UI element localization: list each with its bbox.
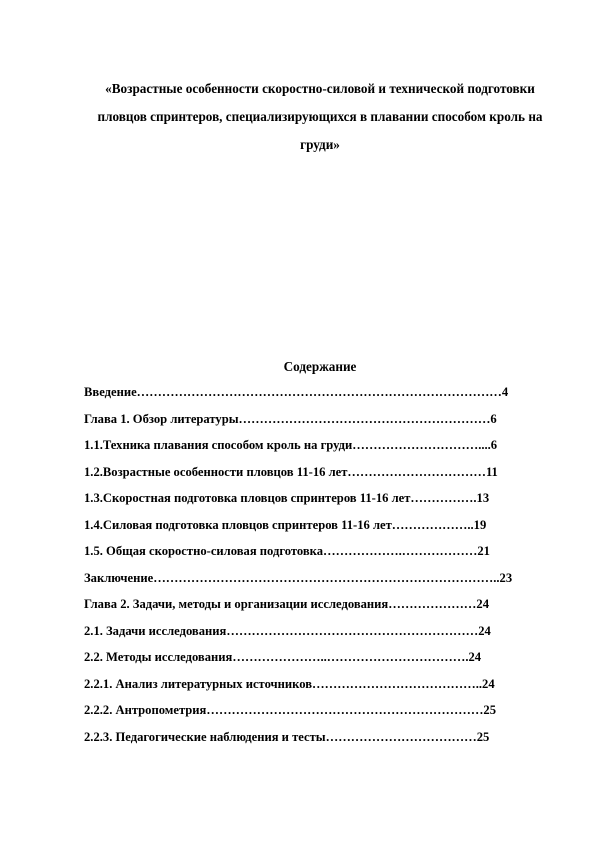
table-of-contents <box>84 383 564 754</box>
toc-entry-1-4: 1.4.Силовая подготовка пловцов спринтеров 11-16 лет………………..19 <box>84 517 487 532</box>
toc-entry-2-1: 2.1. Задачи исследования……………………………………………………24 <box>84 623 491 638</box>
toc-entry-1-5: 1.5. Общая скоростно-силовая подготовка……………….………………21 <box>84 544 490 558</box>
toc-heading: Содержание <box>283 359 357 374</box>
toc-entry-1-1: 1.1.Техника плавания способом кроль на груди…………………………....6 <box>84 438 498 452</box>
toc-entry-chapter-1: Глава 1. Обзор литературы……………………………………………………6 <box>84 411 497 426</box>
document-title <box>80 75 560 159</box>
title-line-2: пловцов спринтеров, специализирующихся в плавании способом кроль на <box>97 109 543 124</box>
toc-entry-1-3: 1.3.Скоростная подготовка пловцов спринтеров 11-16 лет…………….13 <box>84 491 490 505</box>
toc-entry-2-2-2: 2.2.2. Антропометрия…………………………………………………………25 <box>84 703 497 717</box>
toc-entry-conclusion: Заключение………………………………………………………………………..23 <box>84 570 513 585</box>
toc-entry-2-2-3: 2.2.3. Педагогические наблюдения и тесты………………………………25 <box>84 729 490 744</box>
toc-entry-2-2: 2.2. Методы исследования…………………..…………………………….24 <box>84 650 482 664</box>
toc-entry-1-2: 1.2.Возрастные особенности пловцов 11-16 лет……………………………11 <box>84 464 498 479</box>
toc-entry-introduction: Введение……………………………………………………………………………4 <box>84 385 509 399</box>
title-line-3: груди» <box>300 137 340 152</box>
title-line-1: «Возрастные особенности скоростно-силовой и технической подготовки <box>105 81 535 96</box>
toc-entry-chapter-2: Глава 2. Задачи, методы и организации исследования…………………24 <box>84 597 489 611</box>
toc-entry-2-2-1: 2.2.1. Анализ литературных источников…………………………………..24 <box>84 676 495 691</box>
